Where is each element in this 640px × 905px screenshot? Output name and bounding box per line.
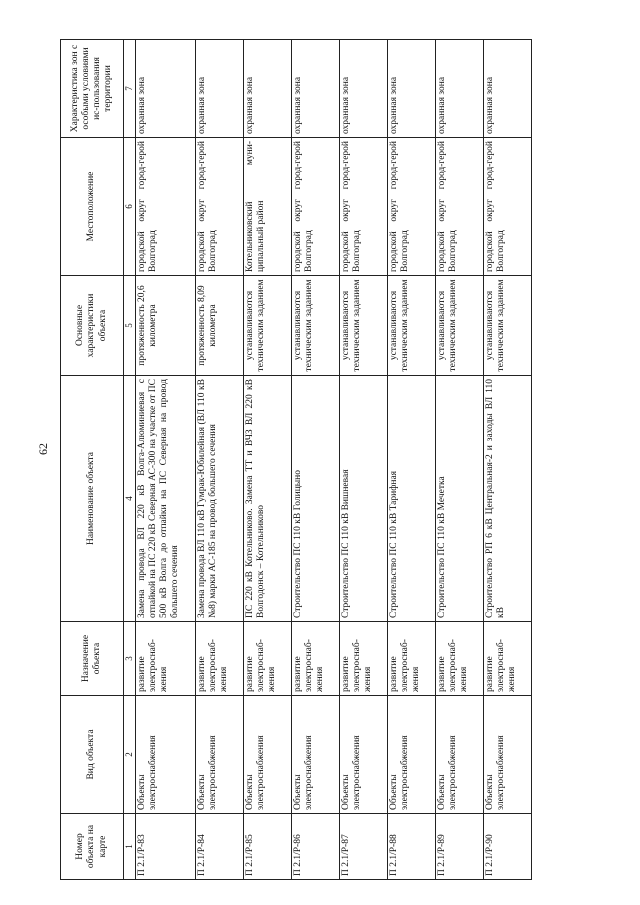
column-number: 2: [124, 696, 136, 814]
table-header-row: [61, 40, 124, 880]
zone-characteristics: охранная зона: [483, 40, 531, 138]
header-cell: Местоположение: [61, 138, 124, 276]
object-name: Строительство РП 6 кВ Центральная-2 и заходы ВЛ 110 кВ: [483, 376, 531, 622]
object-characteristics: устанавливаются техническим заданием: [387, 276, 435, 376]
object-location: городской округ город-герой Волгоград: [195, 138, 243, 276]
object-purpose: развитие электроснаб-жения: [483, 622, 531, 696]
header-cell: Наименование объекта: [61, 376, 124, 622]
object-purpose: развитие электроснаб-жения: [435, 622, 483, 696]
column-number: 3: [124, 622, 136, 696]
table-row: [339, 40, 387, 880]
object-purpose: развитие электроснаб-жения: [291, 622, 339, 696]
zone-characteristics: охранная зона: [135, 40, 195, 138]
object-type: Объекты электроснабжения: [195, 696, 243, 814]
object-purpose: развитие электроснаб-жения: [339, 622, 387, 696]
object-characteristics: устанавливаются техническим заданием: [339, 276, 387, 376]
object-location: городской округ город-герой Волгоград: [387, 138, 435, 276]
zone-characteristics: охранная зона: [435, 40, 483, 138]
object-name: Строительство ПС 110 кВ Мечетка: [435, 376, 483, 622]
object-characteristics: устанавливаются техническим заданием: [291, 276, 339, 376]
table-row: [387, 40, 435, 880]
table-row: [483, 40, 531, 880]
object-characteristics: устанавливаются техническим заданием: [435, 276, 483, 376]
table-row: [435, 40, 483, 880]
object-characteristics: протяженность 8,09 километра: [195, 276, 243, 376]
object-location: городской округ город-герой Волгоград: [135, 138, 195, 276]
object-type: Объекты электроснабжения: [291, 696, 339, 814]
table-row: [291, 40, 339, 880]
object-name: Строительство ПС 110 кВ Голицыно: [291, 376, 339, 622]
column-number: 6: [124, 138, 136, 276]
object-purpose: развитие электроснаб-жения: [243, 622, 291, 696]
zone-characteristics: охранная зона: [387, 40, 435, 138]
zone-characteristics: охранная зона: [291, 40, 339, 138]
table-row: [195, 40, 243, 880]
object-characteristics: протяженность 20,6 километра: [135, 276, 195, 376]
column-number-row: [124, 40, 136, 880]
object-type: Объекты электроснабжения: [387, 696, 435, 814]
object-type: Объекты электроснабжения: [339, 696, 387, 814]
header-cell: Номер объекта на карте: [61, 814, 124, 880]
object-number: П 2.1/Р-89: [435, 814, 483, 880]
object-number: П 2.1/Р-87: [339, 814, 387, 880]
object-type: Объекты электроснабжения: [483, 696, 531, 814]
object-type: Объекты электроснабжения: [435, 696, 483, 814]
object-characteristics: устанавливаются техническим заданием: [483, 276, 531, 376]
object-number: П 2.1/Р-83: [135, 814, 195, 880]
object-name: ПС 220 кВ Котельниково. Замена ТТ и ВЧЗ ВЛ 220 кВ Волгодонск – Котельниково: [243, 376, 291, 622]
column-number: 5: [124, 276, 136, 376]
zone-characteristics: охранная зона: [243, 40, 291, 138]
header-cell: Назначение объекта: [61, 622, 124, 696]
column-number: 7: [124, 40, 136, 138]
column-number: 4: [124, 376, 136, 622]
object-characteristics: устанавливаются техническим заданием: [243, 276, 291, 376]
object-number: П 2.1/Р-86: [291, 814, 339, 880]
object-purpose: развитие электроснаб-жения: [195, 622, 243, 696]
object-number: П 2.1/Р-84: [195, 814, 243, 880]
object-purpose: развитие электроснаб-жения: [387, 622, 435, 696]
object-location: городской округ город-герой Волгоград: [483, 138, 531, 276]
zone-characteristics: охранная зона: [195, 40, 243, 138]
object-number: П 2.1/Р-90: [483, 814, 531, 880]
object-type: Объекты электроснабжения: [243, 696, 291, 814]
object-name: Строительство ПС 110 кВ Вишневая: [339, 376, 387, 622]
zone-characteristics: охранная зона: [339, 40, 387, 138]
object-name: Замена провода ВЛ 220 кВ Волга-Алюминиевая с отпайкой на ПС 220 кВ Северная АС-300 на участке от ПС 500 кВ Волга до отпайки на ПС Северная на провод большего сечения: [135, 376, 195, 622]
object-number: П 2.1/Р-85: [243, 814, 291, 880]
page-number: 62: [36, 443, 50, 455]
objects-table: [60, 39, 532, 880]
object-location: Котельниковский муни-ципальный район: [243, 138, 291, 276]
object-location: городской округ город-герой Волгоград: [291, 138, 339, 276]
table-row: [135, 40, 195, 880]
rotated-page: [60, 40, 585, 880]
header-cell: Характеристика зон с особыми условиями ис-пользования территории: [61, 40, 124, 138]
object-location: городской округ город-герой Волгоград: [435, 138, 483, 276]
object-name: Замена провода ВЛ 110 кВ Гумрак-Юбилейная (ВЛ 110 кВ №8) марки АС-185 на провод большего сечения: [195, 376, 243, 622]
header-cell: Вид объекта: [61, 696, 124, 814]
object-location: городской округ город-герой Волгоград: [339, 138, 387, 276]
object-type: Объекты электроснабжения: [135, 696, 195, 814]
header-cell: Основные характеристики объекта: [61, 276, 124, 376]
object-purpose: развитие электроснаб-жения: [135, 622, 195, 696]
object-number: П 2.1/Р-88: [387, 814, 435, 880]
table-row: [243, 40, 291, 880]
column-number: 1: [124, 814, 136, 880]
object-name: Строительство ПС 110 кВ Тарифная: [387, 376, 435, 622]
